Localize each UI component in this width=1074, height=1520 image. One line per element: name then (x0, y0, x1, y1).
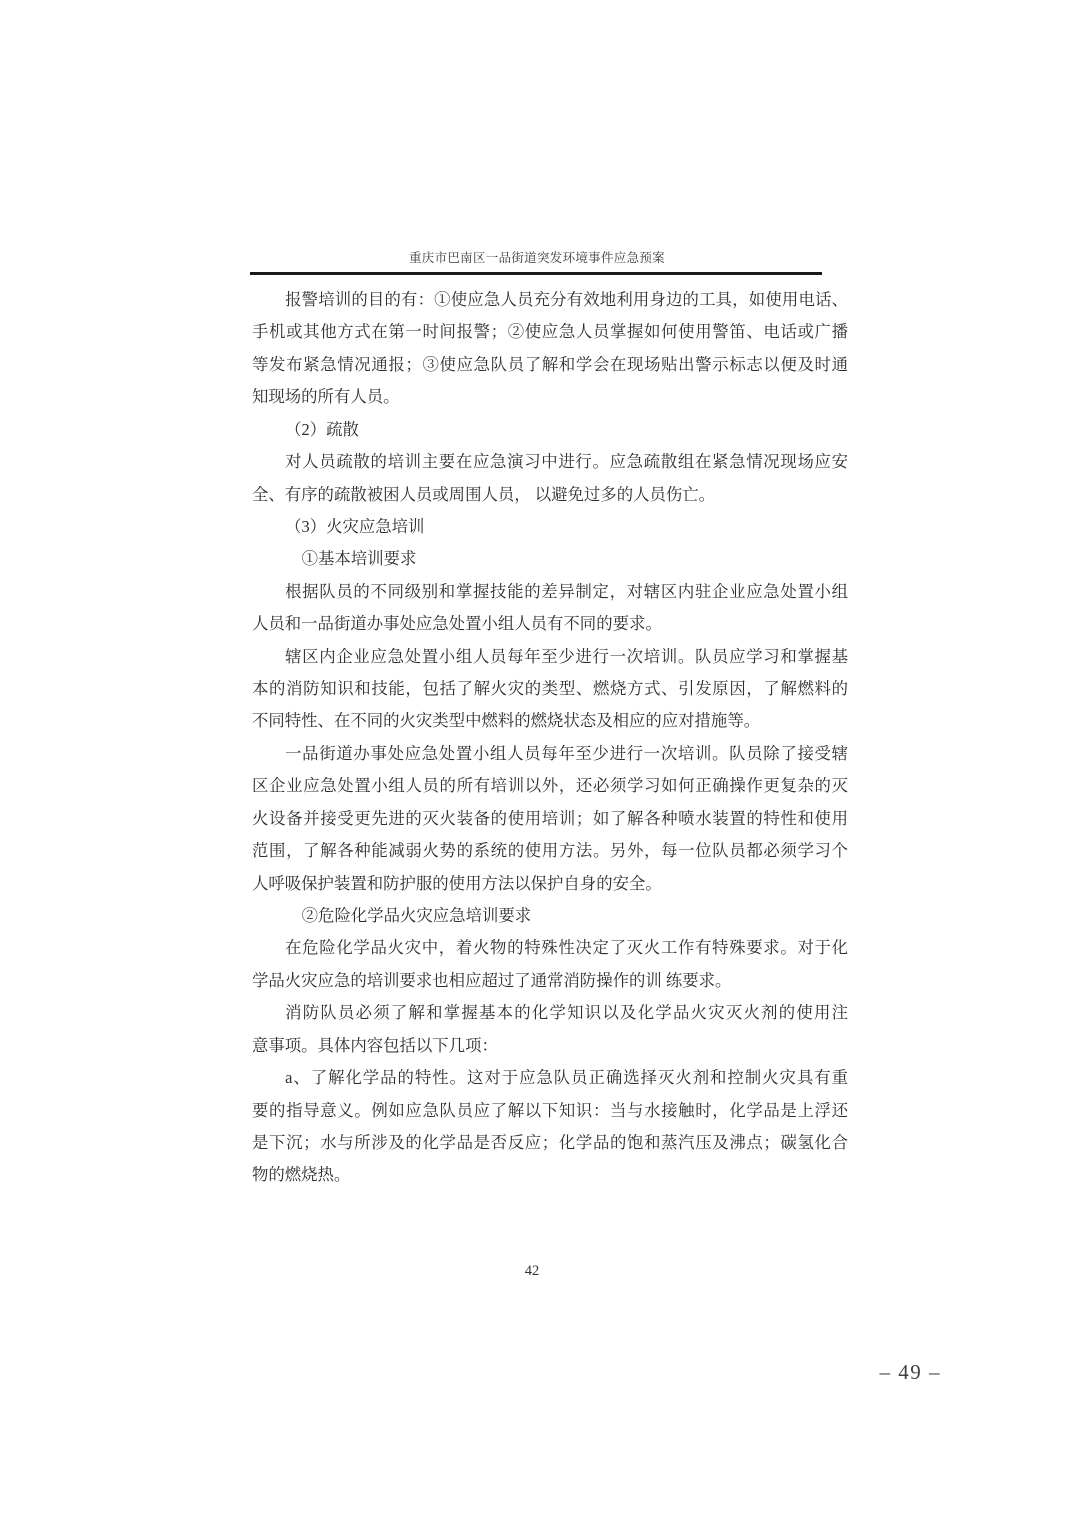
body-line: 人呼吸保护装置和防护服的使用方法以保护自身的安全。 (252, 873, 662, 893)
body-line: 手机或其他方式在第一时间报警；②使应急人员掌握如何使用警笛、电话或广播 (252, 322, 848, 342)
body-line: 知现场的所有人员。 (252, 387, 400, 407)
body-line: 报警培训的目的有：①使应急人员充分有效地利用身边的工具，如使用电话、 (285, 290, 848, 309)
body-line: 火设备并接受更先进的灭火装备的使用培训；如了解各种喷水装置的特性和使用 (252, 808, 848, 828)
document-body (252, 284, 848, 1192)
body-line: 在危险化学品火灾中，着火物的特殊性决定了灭火工作有特殊要求。对于化 (285, 938, 848, 958)
body-line: ①基本培训要求 (301, 549, 417, 569)
page-number: 42 (524, 1263, 540, 1279)
body-line: 区企业应急处置小组人员的所有培训以外，还必须学习如何正确操作更复杂的灭 (252, 776, 848, 796)
body-line: ②危险化学品火灾应急培训要求 (301, 906, 532, 926)
body-line: 意事项。具体内容包括以下几项： (252, 1035, 498, 1055)
header-title: 重庆市巴南区一品街道突发环境事件应急预案 (408, 251, 665, 265)
body-line: 一品街道办事处应急处置小组人员每年至少进行一次培训。队员除了接受辖 (285, 743, 848, 763)
body-line: 不同特性、在不同的火灾类型中燃料的燃烧状态及相应的应对措施等。 (252, 711, 761, 731)
body-line: 消防队员必须了解和掌握基本的化学知识以及化学品火灾灭火剂的使用注 (285, 1003, 848, 1023)
body-line: 人员和一品街道办事处应急处置小组人员有不同的要求。 (252, 614, 662, 634)
body-line: 物的燃烧热。 (252, 1165, 351, 1185)
body-line: 本的消防知识和技能，包括了解火灾的类型、燃烧方式、引发原因，了解燃料的 (252, 679, 848, 699)
body-line: （2）疏散 (285, 419, 359, 439)
body-line: a、了解化学品的特性。这对于应急队员正确选择灭火剂和控制火灾具有重 (285, 1068, 848, 1088)
body-line: 要的指导意义。例如应急队员应了解以下知识：当与水接触时，化学品是上浮还 (252, 1100, 848, 1120)
body-line: 辖区内企业应急处置小组人员每年至少进行一次培训。队员应学习和掌握基 (285, 646, 848, 666)
body-line: 范围，了解各种能减弱火势的系统的使用方法。另外，每一位队员都必须学习个 (252, 841, 848, 861)
body-line: 根据队员的不同级别和掌握技能的差异制定，对辖区内驻企业应急处置小组 (285, 581, 848, 601)
body-line: 是下沉；水与所涉及的化学品是否反应；化学品的饱和蒸汽压及沸点；碳氢化合 (252, 1132, 848, 1152)
body-line: （3）火灾应急培训 (285, 516, 425, 536)
body-line: 全、有序的疏散被困人员或周围人员， 以避免过多的人员伤亡。 (252, 484, 716, 504)
body-line: 对人员疏散的培训主要在应急演习中进行。应急疏散组在紧急情况现场应安 (285, 452, 848, 472)
body-line: 学品火灾应急的培训要求也相应超过了通常消防操作的训 练要求。 (252, 970, 732, 990)
header-rule (250, 272, 822, 275)
body-line: 等发布紧急情况通报；③使应急队员了解和学会在现场贴出警示标志以便及时通 (252, 354, 848, 374)
corner-page-number: – 49 – (879, 1360, 941, 1384)
